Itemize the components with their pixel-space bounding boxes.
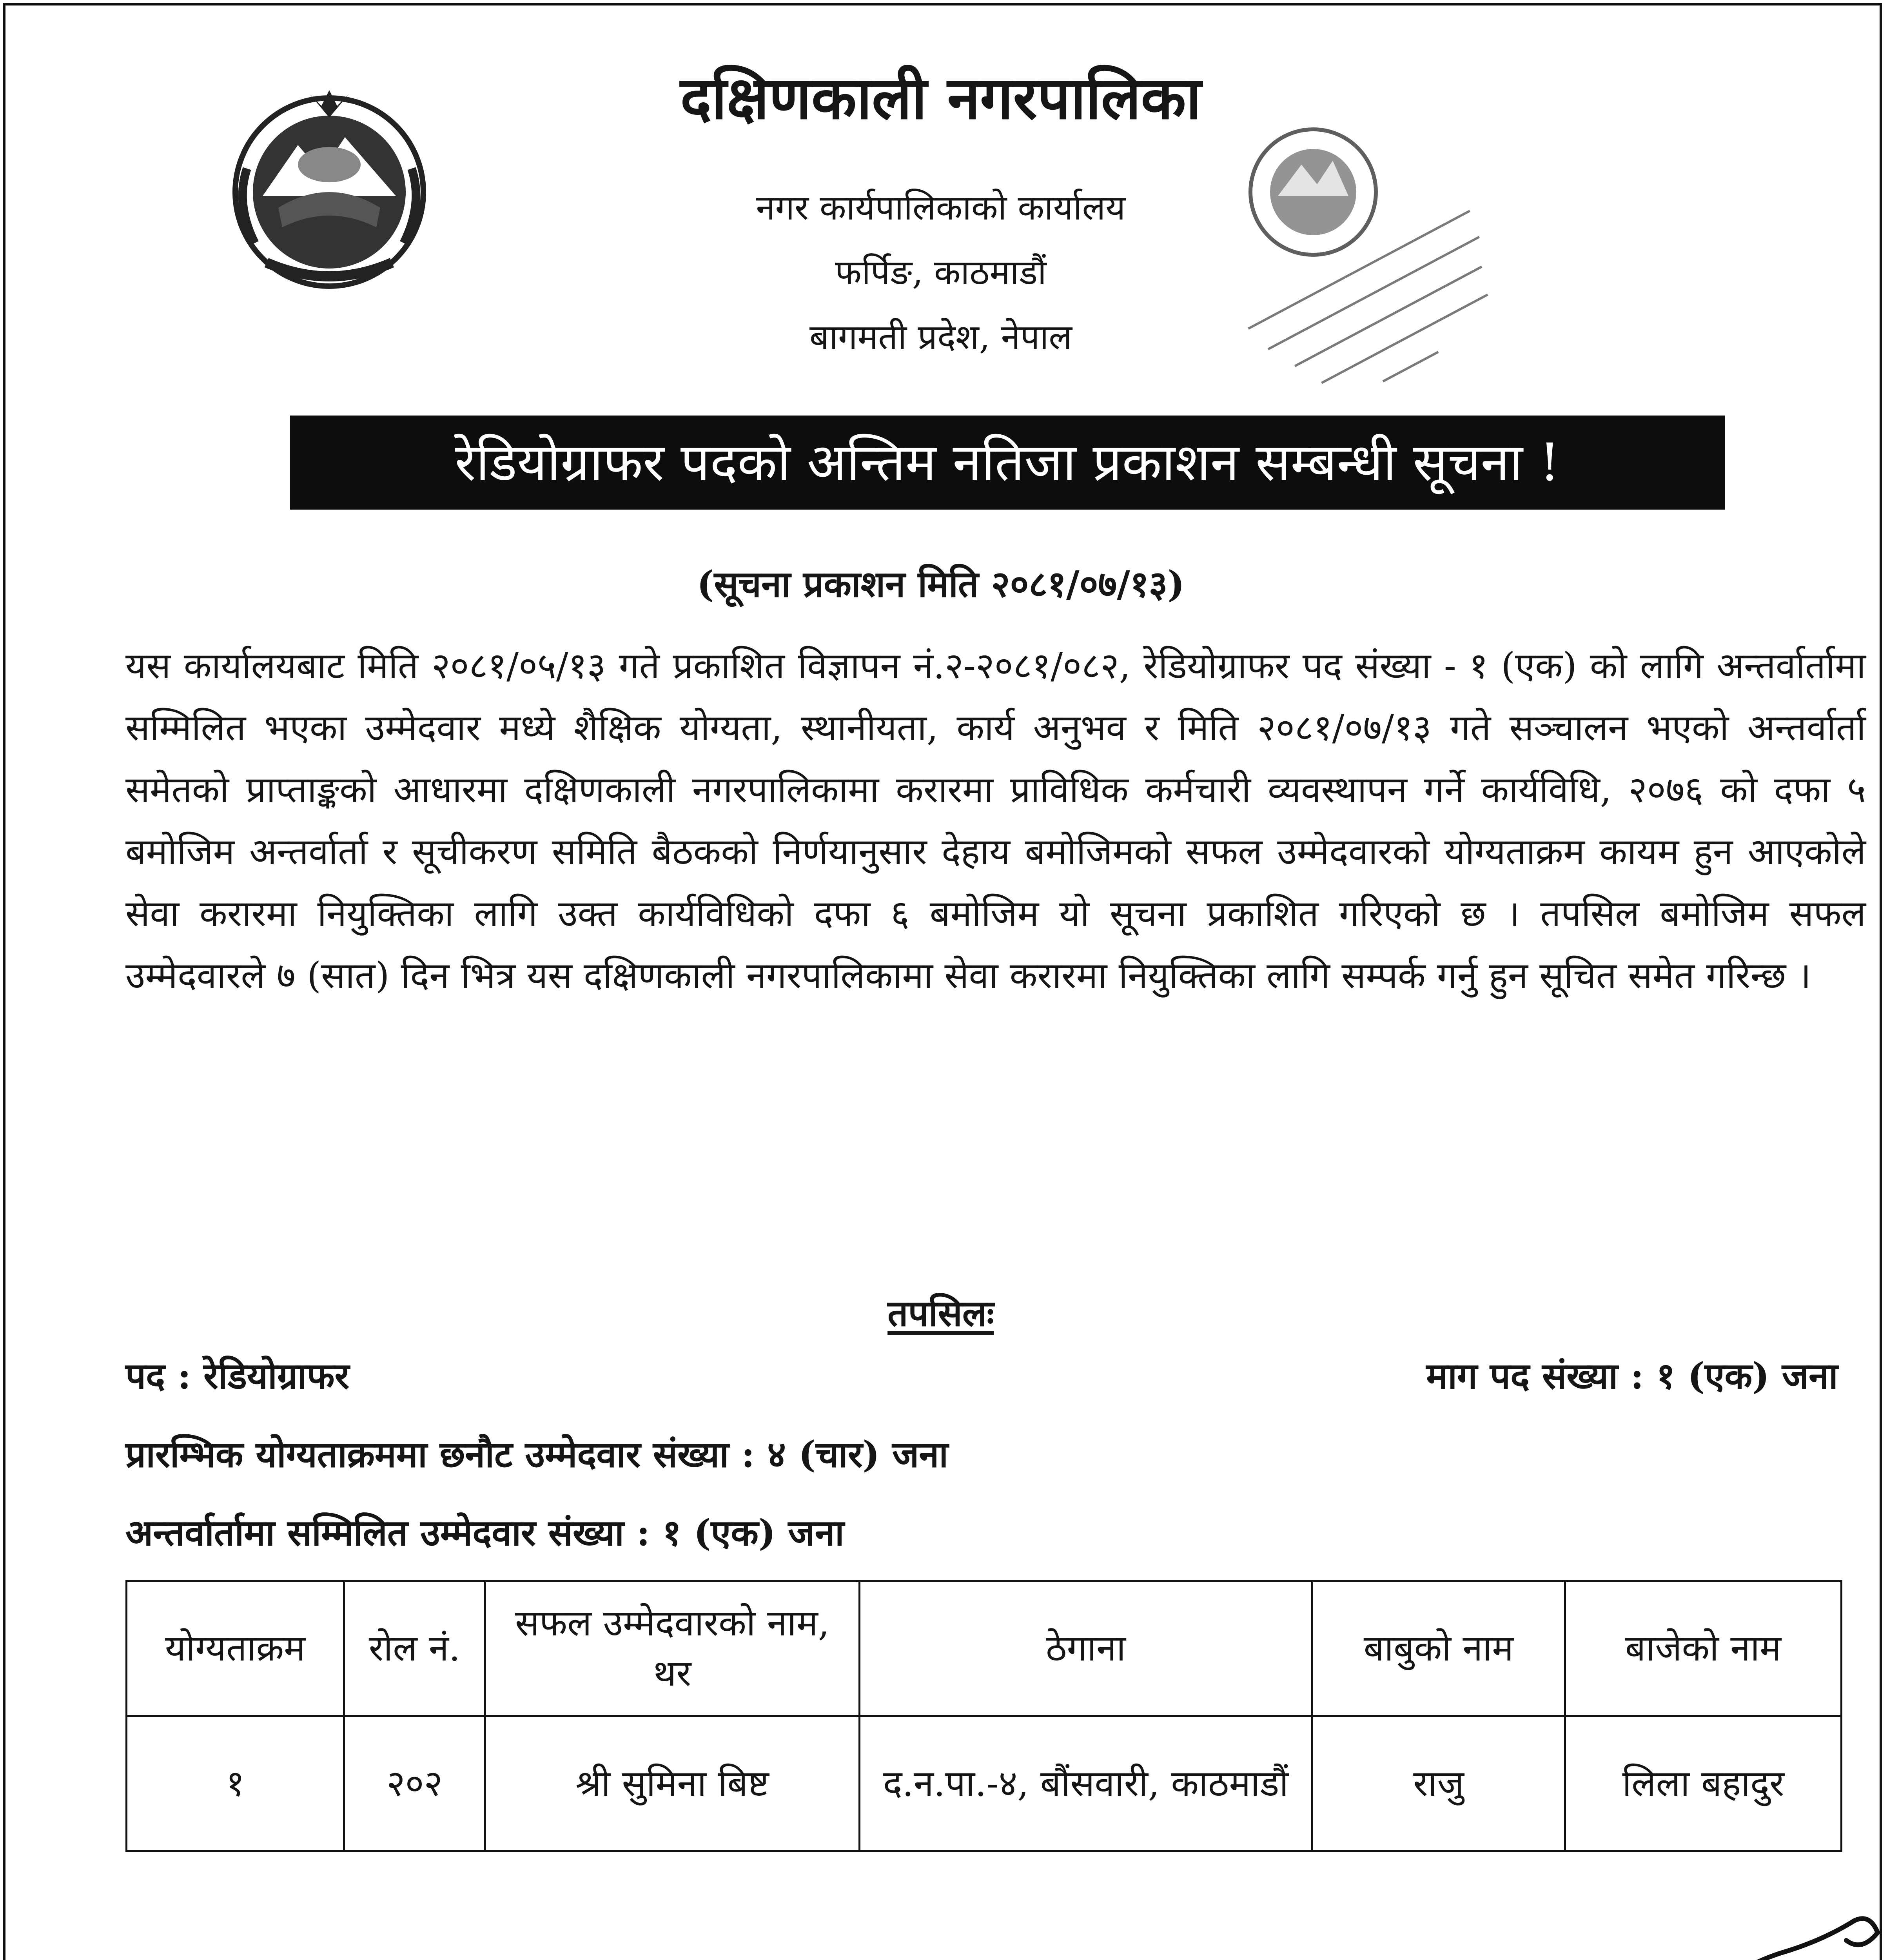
cell-address: द.न.पा.-४, बौंसवारी, काठमाडौं xyxy=(860,1716,1312,1851)
org-name: दक्षिणकाली नगरपालिका xyxy=(680,64,1201,132)
office-location: फर्पिङ, काठमाडौं xyxy=(835,252,1047,292)
details-heading xyxy=(510,1286,1372,1341)
office-province: बागमती प्रदेश, नेपाल xyxy=(809,317,1072,357)
header-father-name: बाबुको नाम xyxy=(1312,1581,1565,1716)
header-roll: रोल नं. xyxy=(344,1581,485,1716)
office-name: नगर कार्यपालिकाको कार्यालय xyxy=(756,187,1126,228)
cell-roll: २०२ xyxy=(344,1716,485,1851)
results-table xyxy=(125,1580,1842,1852)
header-address: ठेगाना xyxy=(860,1581,1312,1716)
table-header-row xyxy=(127,1581,1842,1716)
header-rank: योग्यताक्रम xyxy=(127,1581,344,1716)
cell-rank: १ xyxy=(127,1716,344,1851)
publication-date: (सूचना प्रकाशन मिति २०८१/०७/१३) xyxy=(697,563,1185,605)
header-candidate-name: सफल उम्मेदवारको नाम, थर xyxy=(485,1581,860,1716)
cell-candidate-name: श्री सुमिना बिष्ट xyxy=(485,1716,860,1851)
details-heading-text: तपसिलः xyxy=(887,1292,994,1334)
notice-title-banner xyxy=(290,416,1725,510)
cell-father-name: राजु xyxy=(1312,1716,1565,1851)
cell-grandfather-name: लिला बहादुर xyxy=(1565,1716,1842,1851)
office-seal-stamp-icon xyxy=(1223,118,1521,416)
handwritten-signature-icon xyxy=(1509,1874,1889,1960)
header-grandfather-name: बाजेको नाम xyxy=(1565,1581,1842,1716)
interviewed-count: अन्तर्वार्तामा सम्मिलित उम्मेदवार संख्या : १ (एक) जना xyxy=(125,1512,844,1554)
table-row xyxy=(127,1716,1842,1851)
nepal-government-emblem-icon xyxy=(220,78,439,298)
demand-count: माग पद संख्या : १ (एक) जना xyxy=(1426,1355,1838,1397)
post-name: पद : रेडियोग्राफर xyxy=(125,1355,350,1397)
shortlisted-count: प्रारम्भिक योग्यताक्रममा छनौट उम्मेदवार संख्या : ४ (चार) जना xyxy=(125,1433,949,1475)
notice-title: रेडियोग्राफर पदको अन्तिम नतिजा प्रकाशन सम्बन्धी सूचना ! xyxy=(455,432,1560,493)
notice-body: यस कार्यालयबाट मिति २०८१/०५/१३ गते प्रकाशित विज्ञापन नं.२-२०८१/०८२, रेडियोग्राफर पद संख्या - १ (एक) को लागि अन्तर्वार्तामा सम्मिलित भएका उम्मेदवार मध्ये शैक्षिक योग्यता, स्थानीयता, कार्य अनुभव र मिति २०८१/०७/१३ गते सञ्चालन भएको अन्तर्वार्ता समेतको प्राप्ताङ्कको आधारमा दक्षिणकाली नगरपालिकामा करारमा प्राविधिक कर्मचारी व्यवस्थापन गर्ने कार्यविधि, २०७६ को दफा ५ बमोजिम अन्तर्वार्ता र सूचीकरण समिति बैठकको निर्णयानुसार देहाय बमोजिमको सफल उम्मेदवारको योग्यताक्रम कायम हुन आएकोले सेवा करारमा नियुक्तिका लागि उक्त कार्यविधिको दफा ६ बमोजिम यो सूचना प्रकाशित गरिएको छ । तपसिल बमोजिम सफल उम्मेदवारले ७ (सात) दिन भित्र यस दक्षिणकाली नगरपालिकामा सेवा करारमा नियुक्तिका लागि सम्पर्क गर्नु हुन सूचित समेत गरिन्छ । xyxy=(125,645,1866,996)
